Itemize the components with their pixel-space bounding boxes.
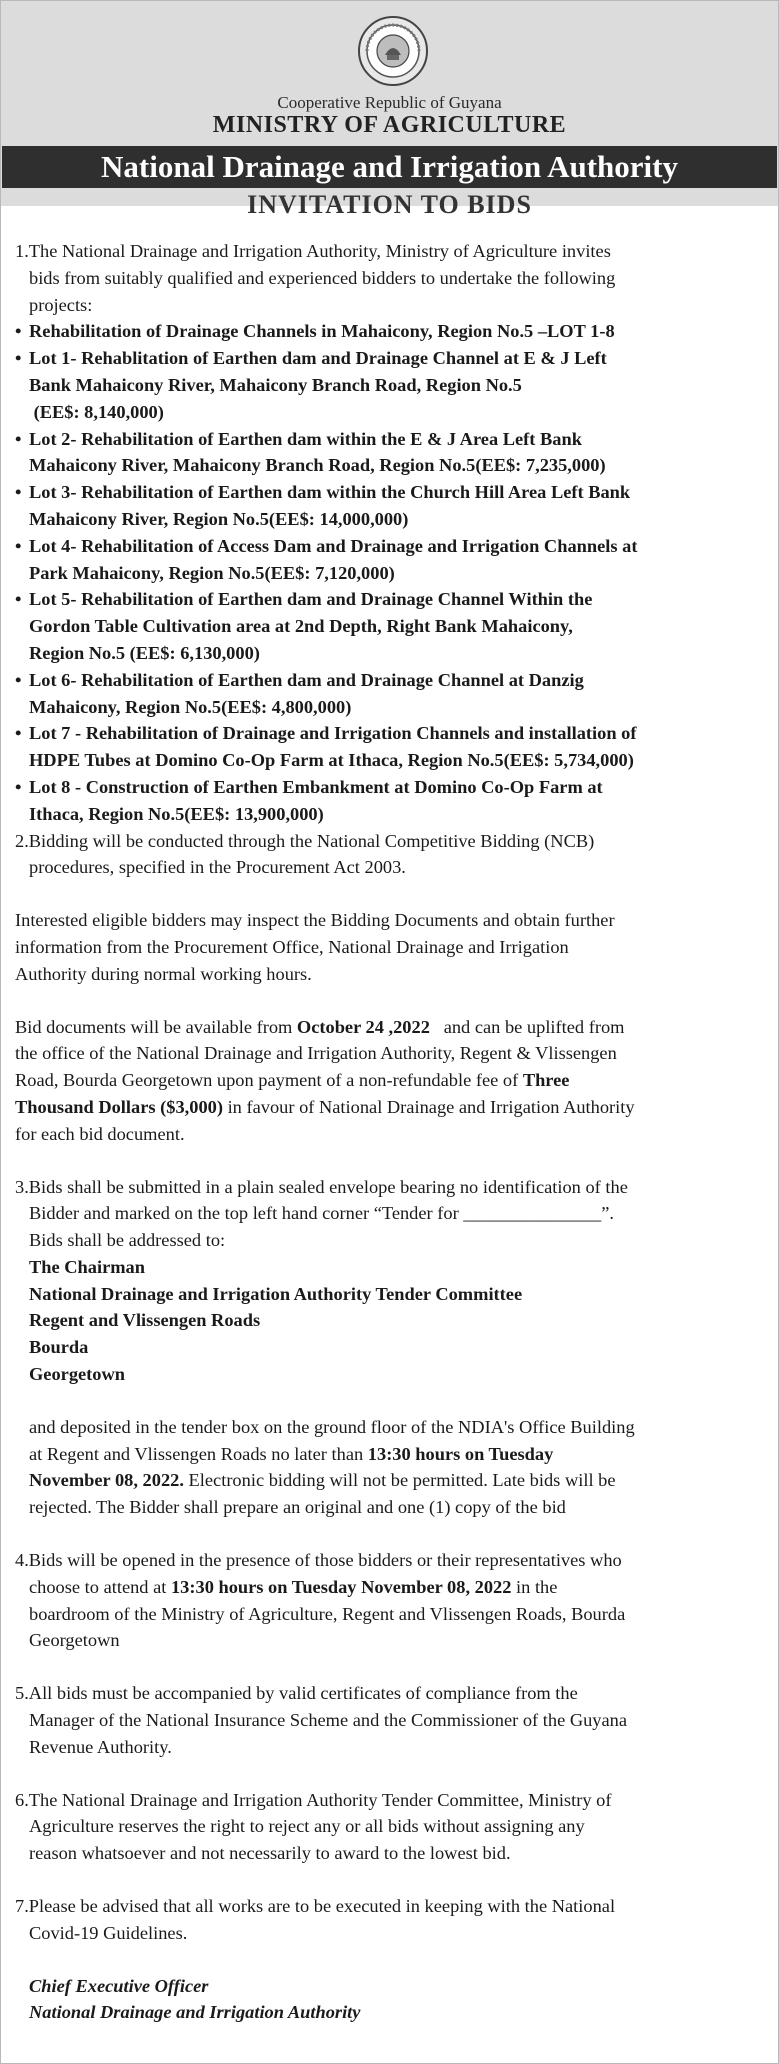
fee-amount: Three <box>522 1070 570 1091</box>
address-block: The Chairman National Drainage and Irrigation Authority Tender Committee Regent and Vlissengen Roads Bourda Georgetown <box>29 1256 523 1385</box>
signatory-org: National Drainage and Irrigation Authority <box>29 2002 361 2023</box>
intro-line: 1.The National Drainage and Irrigation Authority, Ministry of Agriculture invites <box>15 241 611 261</box>
lot-item: • Lot 7 - Rehabilitation of Drainage and Irrigation Channels and installation of HDPE Tubes at Domino Co-Op Farm at Ithaca, Region No.5(EE$: 5,734,000) <box>15 723 637 771</box>
fee-amount: Thousand Dollars ($3,000) <box>15 1096 223 1117</box>
bidding-paragraph: 2.Bidding will be conducted through the National Competitive Bidding (NCB) procedures, specified in the Procurement Act 2003. <box>15 830 595 878</box>
signatory-title: Chief Executive Officer <box>29 1975 209 1996</box>
intro-paragraph <box>15 238 770 318</box>
compliance-paragraph: 5.All bids must be accompanied by valid certificates of compliance from the Manager of the National Insurance Scheme and the Commissioner of the Guyana Revenue Authority. <box>15 1683 628 1757</box>
rights-paragraph: 6.The National Drainage and Irrigation Authority Tender Committee, Ministry of Agriculture reserves the right to reject any or all bids without assigning any reason whatsoever and not necessarily to award to the lowest bid. <box>15 1789 612 1864</box>
opening-paragraph: 4.Bids will be opened in the presence of those bidders or their representatives who choose to attend at 13:30 hours on Tuesday November 08, 2022 in the boardroom of the Ministry of Agriculture, Regent and Vlissengen Roads, Bourda Georgetown <box>15 1550 626 1651</box>
authority-banner: National Drainage and Irrigation Authority <box>2 146 777 188</box>
notice-header <box>1 1 778 219</box>
ministry-seal-icon <box>357 15 429 87</box>
country-name: Cooperative Republic of Guyana <box>277 93 502 112</box>
lot-item: • Rehabilitation of Drainage Channels in Mahaicony, Region No.5 –LOT 1-8 <box>15 321 615 342</box>
intro-line: projects: <box>29 294 93 315</box>
lot-item: • Lot 8 - Construction of Earthen Embankment at Domino Co-Op Farm at Ithaca, Region No.5(EE$: 13,900,000) <box>15 776 603 824</box>
lot-item: • Lot 1- Rehablitation of Earthen dam and Drainage Channel at E & J Left Bank Mahaicony River, Mahaicony Branch Road, Region No.5 (EE$: 8,140,000) <box>15 348 607 422</box>
intro-line: bids from suitably qualified and experienced bidders to undertake the following <box>29 267 616 288</box>
ministry-name: MINISTRY OF AGRICULTURE <box>212 112 567 138</box>
lot-item: • Lot 5- Rehabilitation of Earthen dam and Drainage Channel Within the Gordon Table Cultivation area at 2nd Depth, Right Bank Mahaicony, Region No.5 (EE$: 6,130,000) <box>15 589 593 663</box>
page-title: INVITATION TO BIDS <box>247 190 532 219</box>
lot-item: • Lot 3- Rehabilitation of Earthen dam within the Church Hill Area Left Bank Mahaicony River, Region No.5(EE$: 14,000,000) <box>15 482 631 529</box>
signature-block <box>15 1973 770 2027</box>
lot-item: • Lot 4- Rehabilitation of Access Dam and Drainage and Irrigation Channels at Park Mahaicony, Region No.5(EE$: 7,120,000) <box>15 535 638 583</box>
inspect-paragraph: Interested eligible bidders may inspect the Bidding Documents and obtain further information from the Procurement Office, National Drainage and Irrigation Authority during normal working hours. <box>15 910 615 984</box>
deposit-paragraph: and deposited in the tender box on the ground floor of the NDIA's Office Building at Regent and Vlissengen Roads no later than 13:30 hours on Tuesday November 08, 2022. Electronic bidding will not be permitted. Late bids will be rejected. The Bidder shall prepare an original and one (1) copy of the bid <box>29 1416 635 1518</box>
covid-paragraph: 7.Please be advised that all works are to be executed in keeping with the National Covid-19 Guidelines. <box>15 1896 616 1943</box>
notice-body <box>1 206 778 2026</box>
lot-item: • Lot 2- Rehabilitation of Earthen dam within the E & J Area Left Bank Mahaicony River, Mahaicony Branch Road, Region No.5(EE$: 7,235,000) <box>15 428 606 476</box>
submission-paragraph: 3.Bids shall be submitted in a plain sealed envelope bearing no identification of the Bidder and marked on the top left hand corner “Tender for _______________”. Bids shall be addressed to: <box>15 1176 628 1251</box>
availability-date: October 24 ,2022 <box>296 1016 430 1037</box>
lot-item: • Lot 6- Rehabilitation of Earthen dam and Drainage Channel at Danzig Mahaicony, Region No.5(EE$: 4,800,000) <box>15 669 584 717</box>
availability-paragraph: Bid documents will be available from October 24 ,2022 and can be uplifted from the office of the National Drainage and Irrigation Authority, Regent & Vlissengen Road, Bourda Georgetown upon payment of a non-refundable fee of Three Thousand Dollars ($3,000) in favour of National Drainage and Irrigation Authority for each bid document. <box>15 1016 635 1144</box>
